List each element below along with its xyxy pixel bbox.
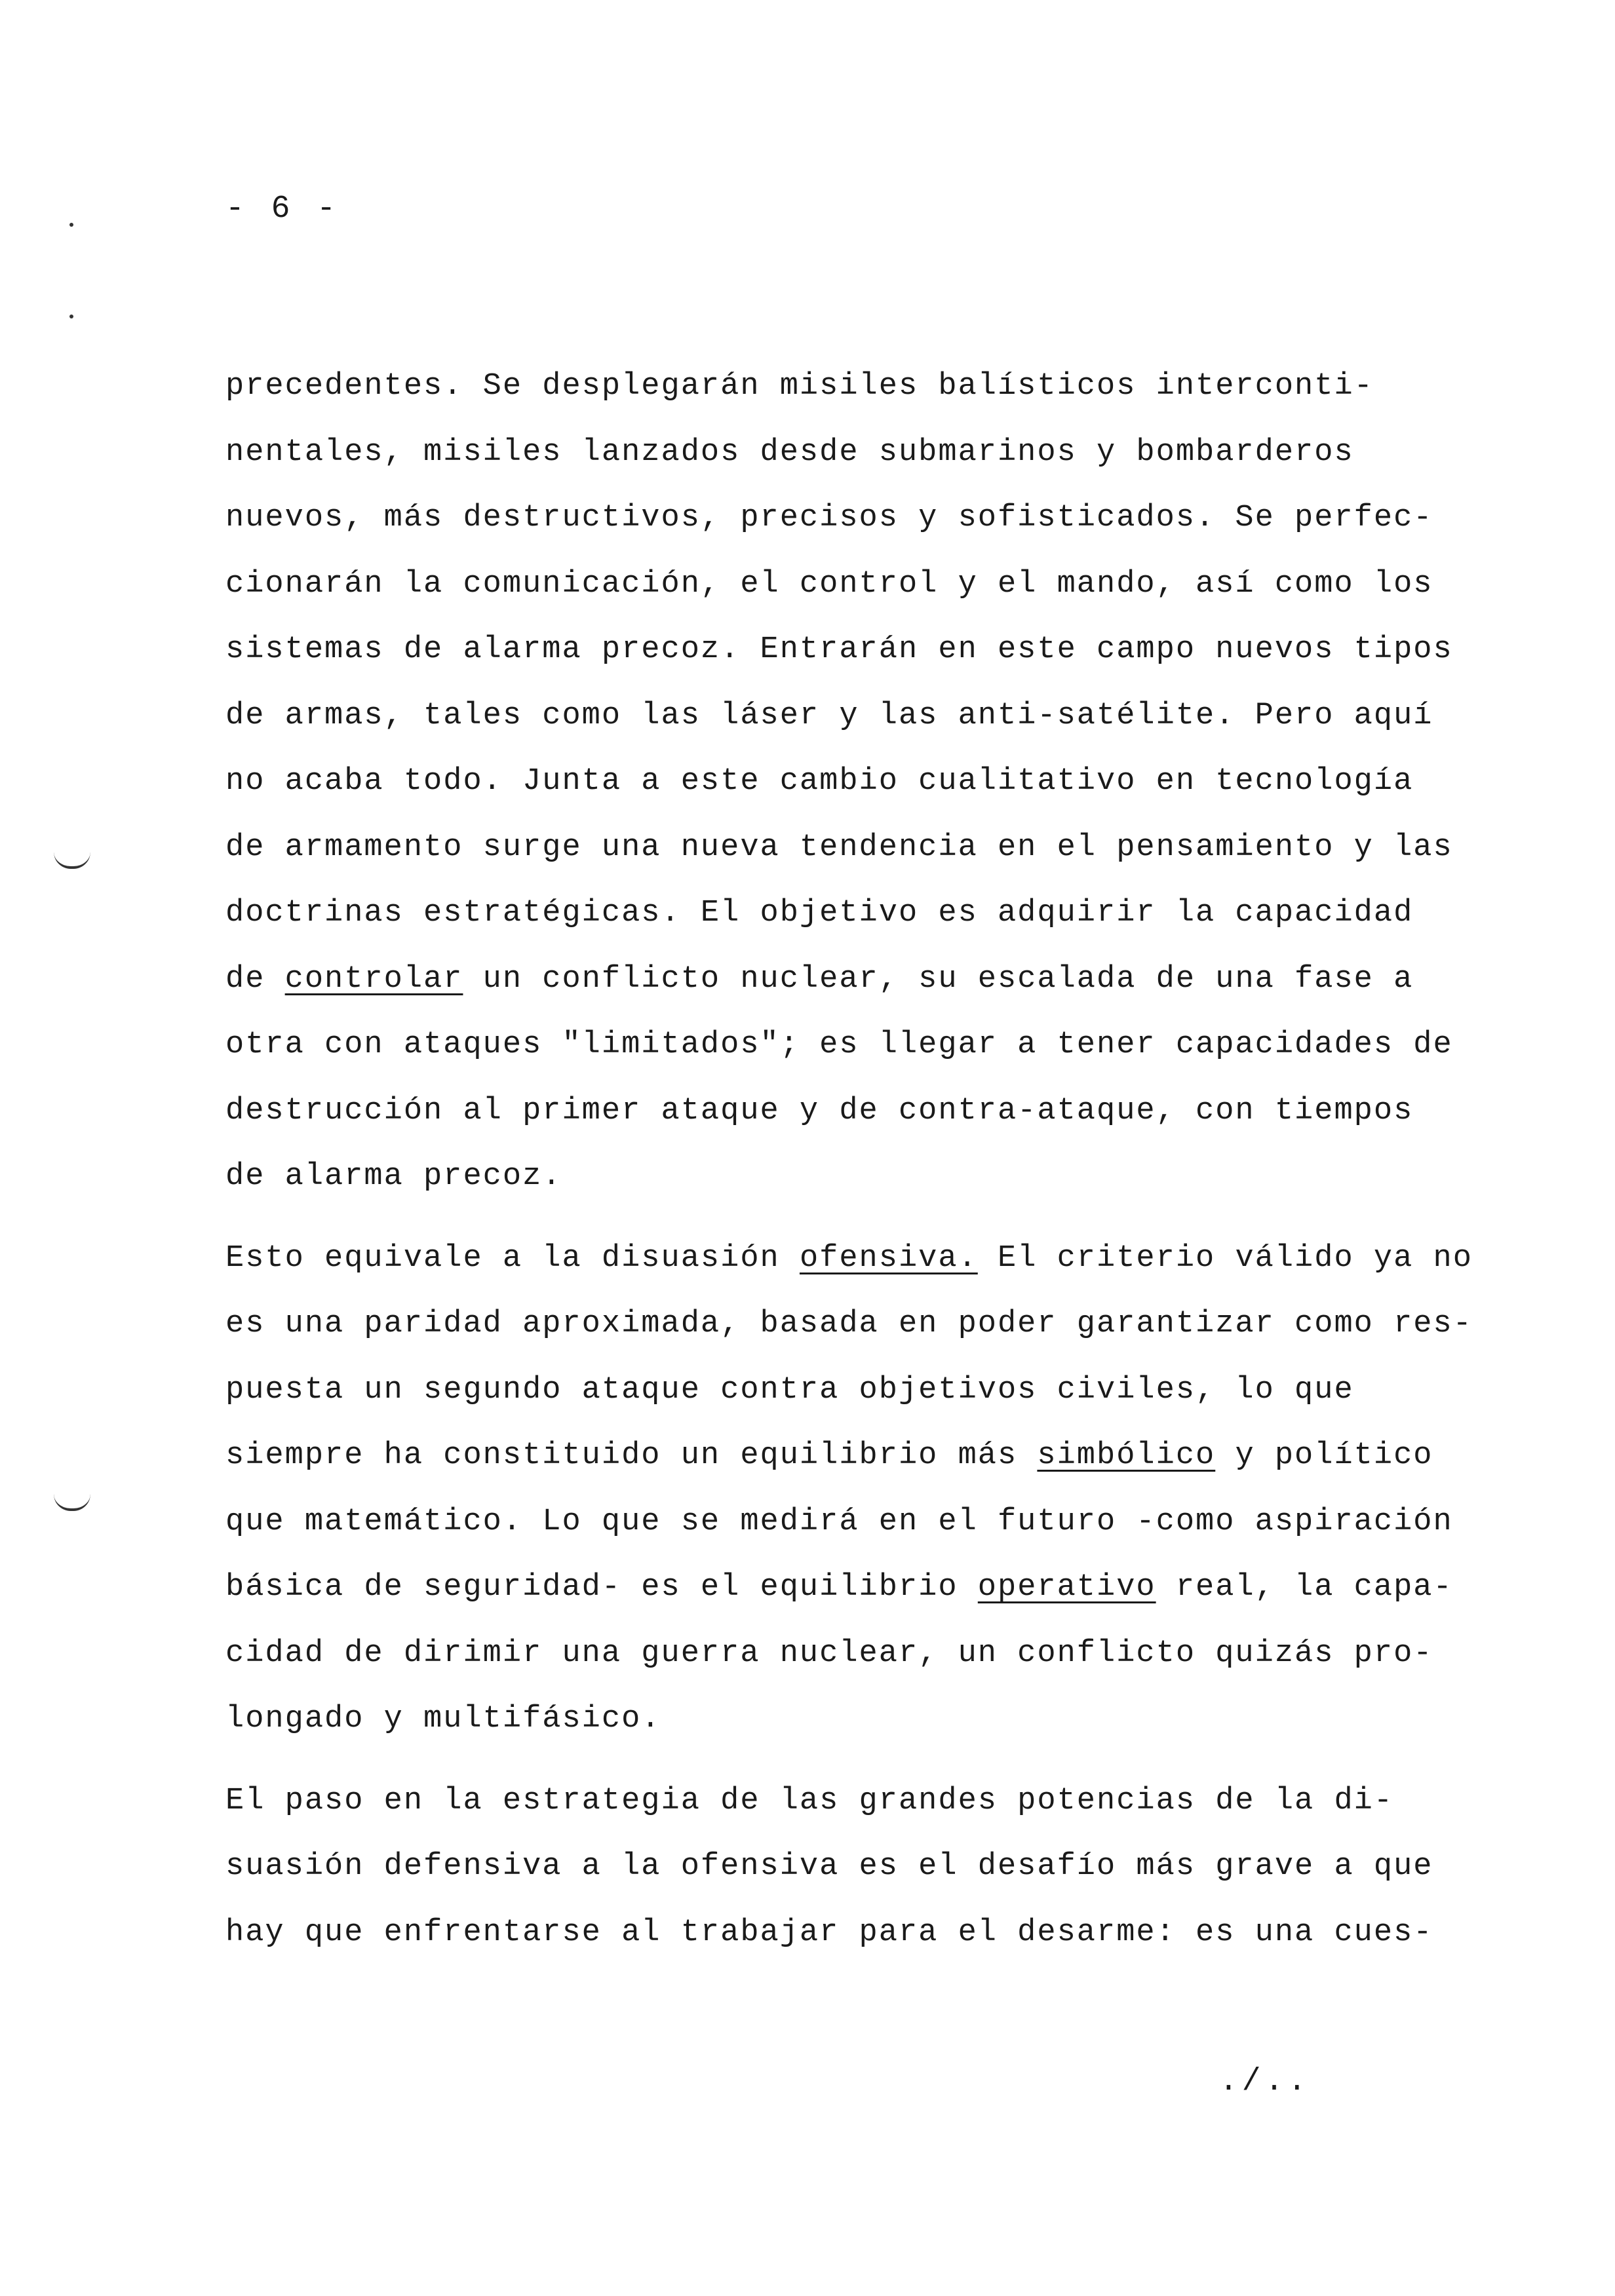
text-run: que matemático. Lo que se medirá en el futuro -como aspiración [225, 1504, 1453, 1539]
text-run: cidad de dirimir una guerra nuclear, un conflicto quizás pro- [225, 1636, 1433, 1671]
margin-dot [69, 223, 73, 227]
underlined-term: operativo [977, 1570, 1156, 1605]
text-run: de armas, tales como las láser y las anti-satélite. Pero aquí [225, 698, 1433, 733]
text-run: nentales, misiles lanzados desde submarinos y bombarderos [225, 434, 1354, 470]
text-line [225, 1687, 1484, 1753]
paragraph [225, 1769, 1484, 1966]
text-run: de [225, 961, 285, 997]
text-line [225, 552, 1484, 618]
text-line [225, 1292, 1484, 1358]
text-run: un conflicto nuclear, su escalada de una fase a [463, 961, 1414, 997]
underlined-term: simbólico [1037, 1438, 1216, 1473]
text-line [225, 1012, 1484, 1079]
page-number: - 6 - [225, 191, 340, 227]
text-line [225, 1834, 1484, 1900]
text-line [225, 1358, 1484, 1424]
text-run: destrucción al primer ataque y de contra-ataque, con tiempos [225, 1093, 1414, 1128]
text-run: Esto equivale a la disuasión [225, 1240, 800, 1276]
text-line [225, 1423, 1484, 1489]
text-run: hay que enfrentarse al trabajar para el desarme: es una cues- [225, 1915, 1433, 1950]
text-run: El paso en la estrategia de las grandes potencias de la di- [225, 1783, 1394, 1818]
paragraph [225, 1226, 1484, 1753]
text-run: otra con ataques "limitados"; es llegar a tener capacidades de [225, 1027, 1453, 1062]
text-run: El criterio válido ya no [977, 1240, 1473, 1276]
text-line [225, 486, 1484, 552]
paragraph [225, 354, 1484, 1210]
text-line [225, 354, 1484, 420]
text-run: puesta un segundo ataque contra objetivos civiles, lo que [225, 1372, 1354, 1407]
text-line [225, 617, 1484, 683]
text-line [225, 947, 1484, 1013]
text-line [225, 1144, 1484, 1210]
binding-mark [54, 852, 90, 869]
text-line [225, 683, 1484, 750]
text-line [225, 1489, 1484, 1556]
text-line [225, 1900, 1484, 1966]
text-line [225, 749, 1484, 815]
text-run: sistemas de alarma precoz. Entrarán en este campo nuevos tipos [225, 632, 1453, 667]
text-line [225, 1621, 1484, 1687]
binding-mark [54, 1494, 90, 1511]
text-run: y político [1215, 1438, 1433, 1473]
underlined-term: ofensiva. [799, 1240, 978, 1276]
text-run: cionarán la comunicación, el control y el mando, así como los [225, 566, 1433, 602]
text-run: no acaba todo. Junta a este cambio cualitativo en tecnología [225, 764, 1414, 799]
text-run: de alarma precoz. [225, 1159, 562, 1194]
text-run: doctrinas estratégicas. El objetivo es adquirir la capacidad [225, 896, 1414, 930]
text-line [225, 1769, 1484, 1835]
text-line [225, 1555, 1484, 1621]
text-line [225, 881, 1484, 947]
continuation-mark: ./.. [1219, 2064, 1311, 2099]
text-run: básica de seguridad- es el equilibrio [225, 1570, 978, 1605]
margin-dot [69, 315, 73, 318]
text-run: de armamento surge una nueva tendencia en el pensamiento y las [225, 830, 1453, 865]
text-run: siempre ha constituido un equilibrio más [225, 1438, 1038, 1473]
text-line [225, 815, 1484, 881]
text-line [225, 1079, 1484, 1145]
text-run: nuevos, más destructivos, precisos y sofisticados. Se perfec- [225, 501, 1433, 535]
underlined-term: controlar [284, 961, 463, 997]
text-run: suasión defensiva a la ofensiva es el desafío más grave a que [225, 1849, 1433, 1884]
text-line [225, 420, 1484, 486]
text-run: precedentes. Se desplegarán misiles balísticos interconti- [225, 369, 1374, 404]
text-run: es una paridad aproximada, basada en poder garantizar como res- [225, 1307, 1473, 1341]
text-run: real, la capa- [1156, 1570, 1453, 1605]
text-line [225, 1226, 1484, 1292]
body-text [225, 354, 1484, 1966]
text-run: longado y multifásico. [225, 1702, 661, 1736]
